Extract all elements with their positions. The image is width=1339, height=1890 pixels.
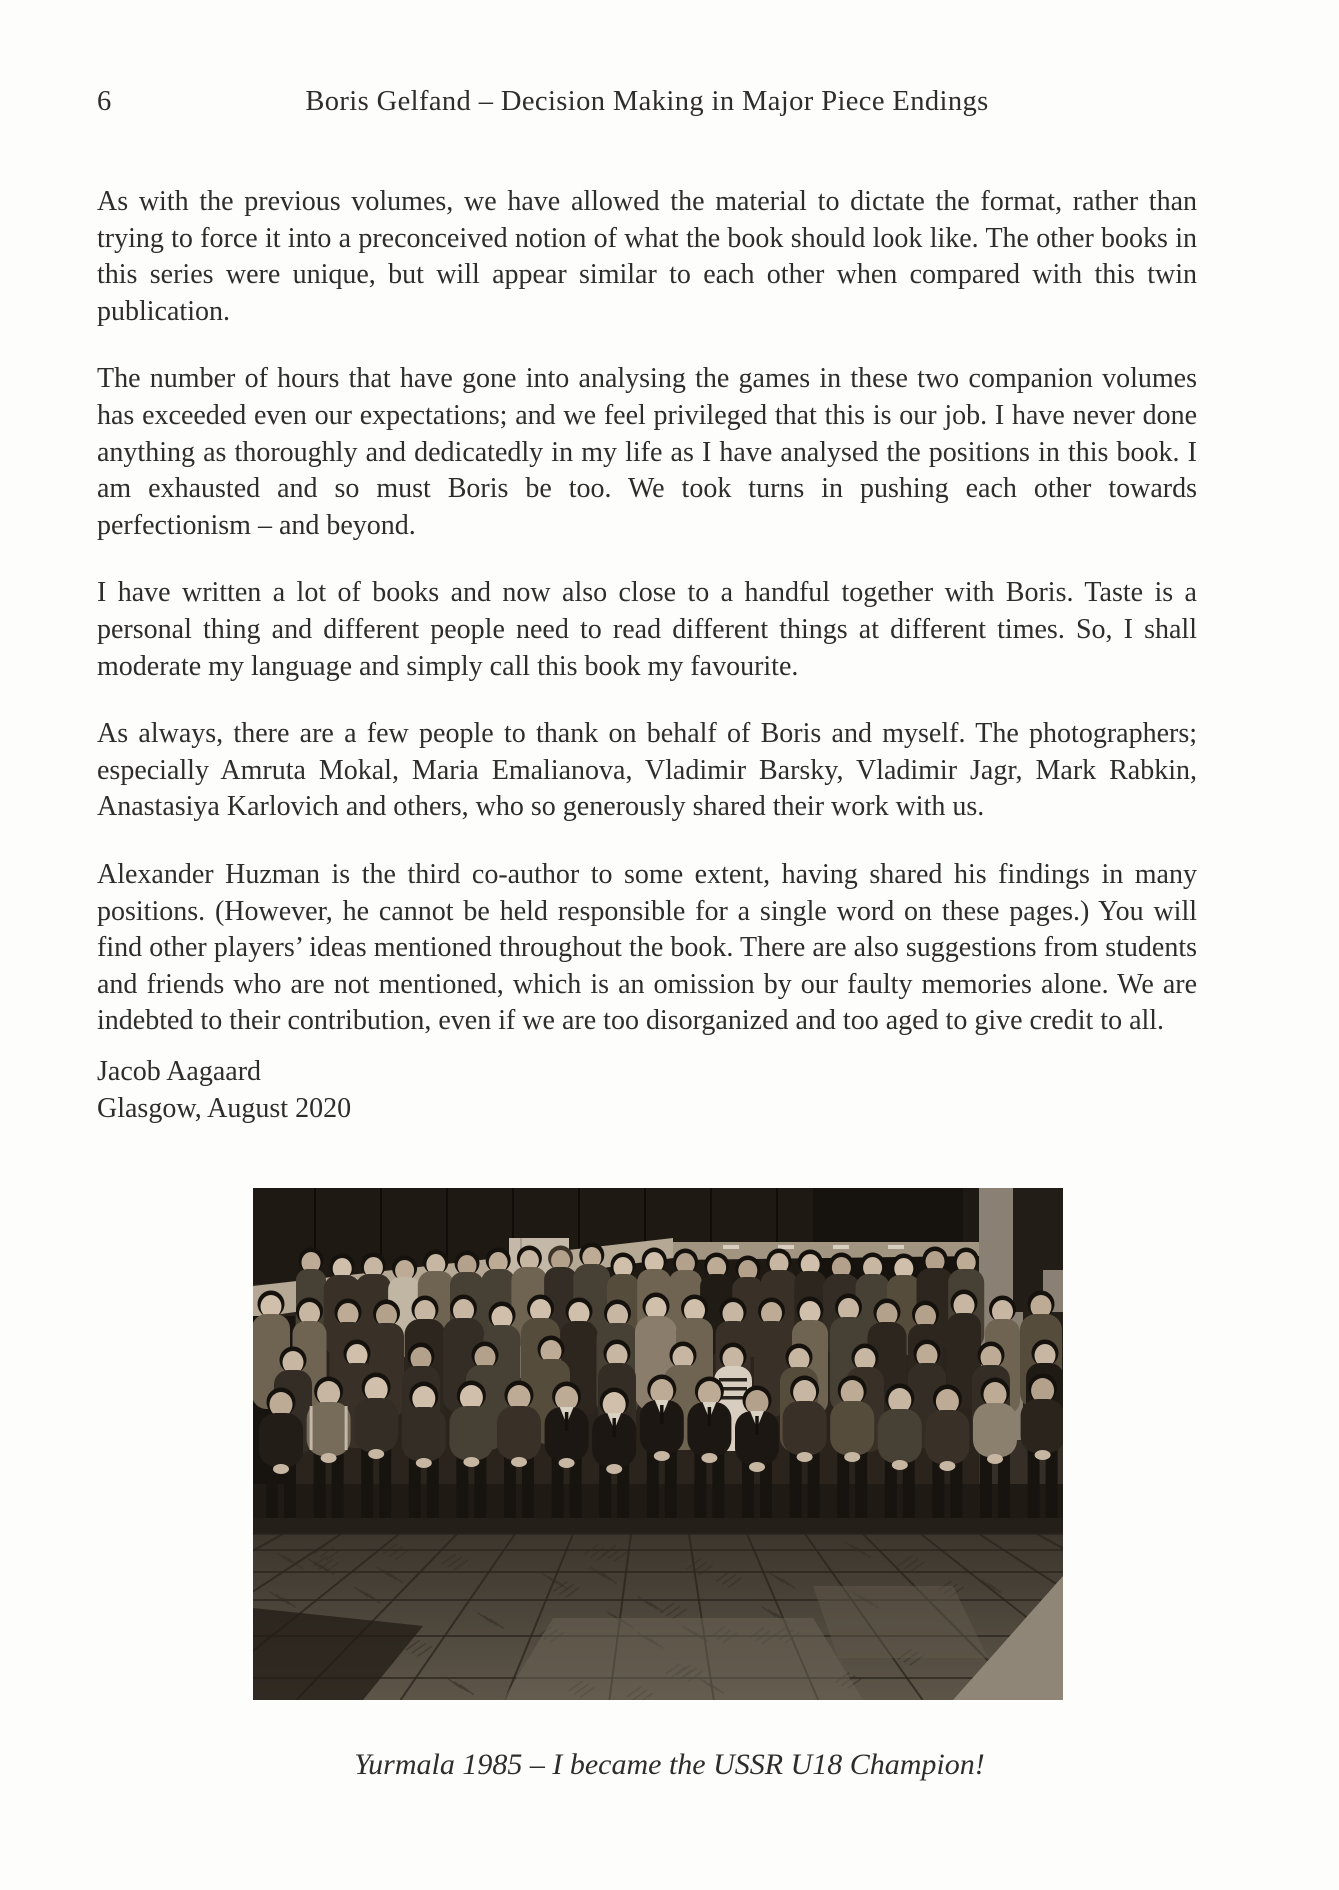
page-number: 6: [97, 86, 112, 117]
photo-caption: Yurmala 1985 – I became the USSR U18 Champion!: [354, 1748, 985, 1781]
signature-block: [97, 1054, 351, 1127]
group-photo-image: [253, 1188, 1063, 1700]
signature-place-date: Glasgow, August 2020: [97, 1092, 352, 1124]
paragraph: As with the previous volumes, we have allowed the material to dictate the format, rather than trying to force it into a preconceived notion of what the book should look like. The other books in this series were unique, but will appear similar to each other when compared with this twin publication.: [97, 186, 1197, 327]
paragraph: The number of hours that have gone into analysing the games in these two companion volumes has exceeded even our expectations; and we feel privileged that this is our job. I have never done anything as thoroughly and dedicatedly in my life as I have analysed the positions in this book. I am exhausted and so must Boris be too. We took turns in pushing each other towards perfectionism – and beyond.: [97, 363, 1197, 541]
paragraph: I have written a lot of books and now also close to a handful together with Boris. Taste is a personal thing and different people need to read different things at different times. So, I shall moderate my language and simply call this book my favourite.: [97, 577, 1197, 682]
signature-name: Jacob Aagaard: [97, 1056, 262, 1087]
page-header: [97, 84, 1197, 120]
running-title: Boris Gelfand – Decision Making in Major Piece Endings: [305, 86, 989, 117]
group-photo: [253, 1188, 1063, 1700]
preface-text: [97, 184, 1197, 1071]
paragraph: Alexander Huzman is the third co-author to some extent, having shared his findings in many positions. (However, he cannot be held responsible for a single word on these pages.) You will find other players’ ideas mentioned throughout the book. There are also suggestions from students and friends who are not mentioned, which is an omission by our faulty memories alone. We are indebted to their contribution, even if we are too disorganized and too aged to give credit to all.: [97, 858, 1197, 1037]
paragraph: As always, there are a few people to thank on behalf of Boris and myself. The photographers; especially Amruta Mokal, Maria Emalianova, Vladimir Barsky, Vladimir Jagr, Mark Rabkin, Anastasiya Karlovich and others, who so generously shared their work with us.: [97, 718, 1197, 823]
